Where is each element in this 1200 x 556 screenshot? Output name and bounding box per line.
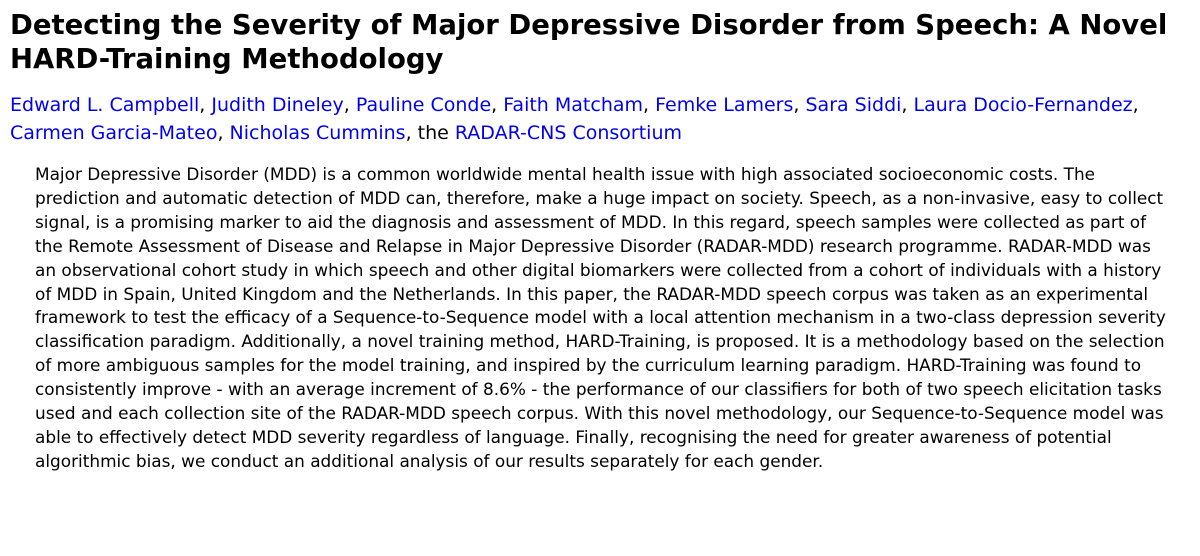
- author-link[interactable]: Femke Lamers: [655, 94, 794, 116]
- author-link[interactable]: Laura Docio-Fernandez: [913, 94, 1133, 116]
- abstract-text: Major Depressive Disorder (MDD) is a common worldwide mental health issue with high associated socioeconomic costs. The prediction and automatic detection of MDD can, therefore, make a huge impact on society. Speech, as a non-invasive, easy to collect signal, is a promising marker to aid the diagnosis and assessment of MDD. In this regard, speech samples were collected as part of the Remote Assessment of Disease and Relapse in Major Depressive Disorder (RADAR-MDD) research programme. RADAR-MDD was an observational cohort study in which speech and other digital biomarkers were collected from a cohort of individuals with a history of MDD in Spain, United Kingdom and the Netherlands. In this paper, the RADAR-MDD speech corpus was taken as an experimental framework to test the efficacy of a Sequence-to-Sequence model with a local attention mechanism in a two-class depression severity classification paradigm. Additionally, a novel training method, HARD-Training, is proposed. It is a methodology based on the selection of more ambiguous samples for the model training, and inspired by the curriculum learning paradigm. HARD-Training was found to consistently improve - with an average increment of 8.6% - the performance of our classifiers for both of two speech elicitation tasks used and each collection site of the RADAR-MDD speech corpus. With this novel methodology, our Sequence-to-Sequence model was able to effectively detect MDD severity regardless of language. Finally, recognising the need for greater awareness of potential algorithmic bias, we conduct an additional analysis of our results separately for each gender.: [35, 164, 1166, 471]
- author-link[interactable]: Faith Matcham: [503, 94, 644, 116]
- author-separator: ,: [793, 94, 806, 116]
- author-separator: ,: [1132, 94, 1139, 116]
- consortium-link[interactable]: RADAR-CNS Consortium: [454, 122, 683, 144]
- author-link[interactable]: Pauline Conde: [355, 94, 492, 116]
- consortium-prefix: , the: [405, 122, 455, 144]
- author-link[interactable]: Judith Dineley: [211, 94, 344, 116]
- author-separator: ,: [491, 94, 504, 116]
- author-link[interactable]: Carmen Garcia-Mateo: [10, 122, 218, 144]
- author-link[interactable]: Edward L. Campbell: [10, 94, 200, 116]
- author-separator: ,: [343, 94, 356, 116]
- author-separator: ,: [643, 94, 656, 116]
- author-separator: ,: [199, 94, 212, 116]
- author-separator: ,: [217, 122, 230, 144]
- paper-title: Detecting the Severity of Major Depressive Disorder from Speech: A Novel HARD-Training Methodology: [10, 9, 1168, 75]
- author-link[interactable]: Nicholas Cummins: [229, 122, 406, 144]
- author-link[interactable]: Sara Siddi: [805, 94, 902, 116]
- author-separator: ,: [901, 94, 914, 116]
- author-list: [10, 91, 1190, 147]
